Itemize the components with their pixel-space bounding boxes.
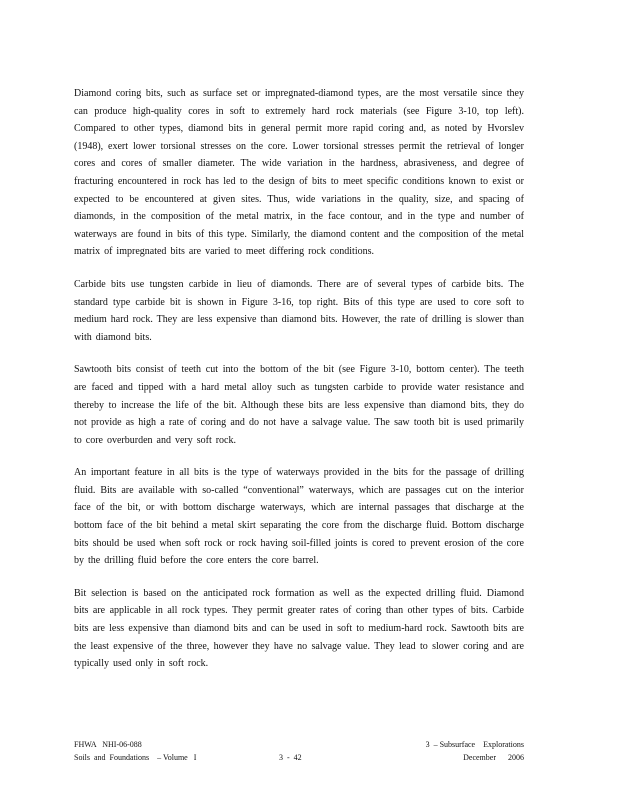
paragraph-waterways: An important feature in all bits is the type of waterways provided in the bits for the passage of drilling fluid. Bits are available with so-called “conventional” waterways, which are passages cut on the interior face of the bit, or with bottom discharge waterways, which are internal passages that discharge at the bottom face of the bit behind a metal skirt separating the core from the discharge fluid. Bottom discharge bits should be used when soft rock or rock having soil-filled joints is cored to prevent erosion of the core by the drilling fluid before the core enters the core barrel. (74, 467, 524, 567)
paragraph-carbide-bits: Carbide bits use tungsten carbide in lieu of diamonds. There are of several types of carbide bits. The standard type carbide bit is shown in Figure 3-16, top right. Bits of this type are used to core soft to medium hard rock. They are less expensive than diamond bits. However, the rate of drilling is slower than with diamond bits. (74, 278, 524, 343)
page-footer (74, 739, 524, 765)
footer-page-number: 3 - 42 (279, 752, 302, 762)
body-text (74, 85, 524, 688)
footer-publication-info: FHWA NHI-06-088 Soils and Foundations – Volume I (74, 740, 197, 762)
paragraph-sawtooth-bits: Sawtooth bits consist of teeth cut into the bottom of the bit (see Figure 3-10, bottom center). The teeth are faced and tipped with a hard metal alloy such as tungsten carbide to provide water resistance and thereby to increase the life of the bit. Although these bits are less expensive than diamond bits, they do not provide as high a rate of coring and do not have a salvage value. The saw tooth bit is used primarily to core overburden and very soft rock. (74, 364, 524, 446)
footer-chapter-date: 3 – Subsurface Explorations December 2006 (425, 740, 524, 762)
paragraph-bit-selection: Bit selection is based on the anticipated rock formation as well as the expected drilling fluid. Diamond bits are applicable in all rock types. They permit greater rates of coring than other types of bits. Carbide bits are less expensive than diamond bits and can be used in soft to medium-hard rock. Sawtooth bits are the least expensive of the three, however they have no salvage value. They lead to slower coring and are typically used only in soft rock. (74, 587, 524, 670)
paragraph-diamond-bits: Diamond coring bits, such as surface set or impregnated-diamond types, are the most versatile since they can produce high-quality cores in soft to extremely hard rock materials (see Figure 3-10, top left). Compared to other types, diamond bits in general permit more rapid coring and, as noted by Hvorslev (1948), exert lower torsional stresses on the core. Lower torsional stresses permit the retrieval of longer cores and cores of smaller diameter. The wide variation in the hardness, abrasiveness, and degree of fracturing encountered in rock has led to the design of bits to meet specific conditions known to exist or expected to be encountered at given sites. Thus, wide variations in the quality, size, and spacing of diamonds, in the composition of the metal matrix, in the face contour, and in the type and number of waterways are found in bits of this type. Similarly, the diamond content and the composition of the metal matrix of impregnated bits are varied to meet differing rock conditions. (74, 88, 524, 258)
